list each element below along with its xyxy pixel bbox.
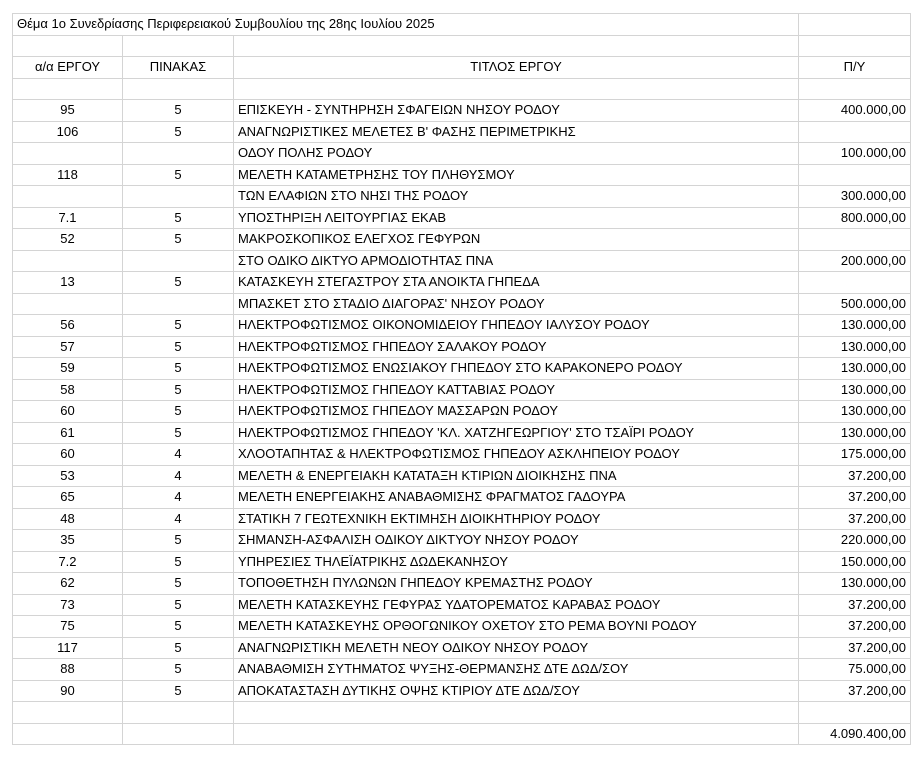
sheet-title-cell[interactable]: Θέμα 1ο Συνεδρίασης Περιφερειακού Συμβουλίου της 28ης Ιουλίου 2025 [13, 14, 799, 36]
table-row [13, 637, 911, 659]
title-row [13, 14, 911, 36]
py-cell[interactable]: 75.000,00 [799, 659, 911, 681]
aa-cell[interactable]: 53 [13, 465, 123, 487]
empty-cell[interactable] [123, 35, 234, 57]
table-row [13, 293, 911, 315]
py-cell[interactable]: 37.200,00 [799, 508, 911, 530]
table-row [13, 164, 911, 186]
table-row [13, 250, 911, 272]
py-cell[interactable]: 800.000,00 [799, 207, 911, 229]
spreadsheet-table [12, 13, 911, 745]
table-row [13, 422, 911, 444]
empty-cell[interactable] [13, 78, 123, 100]
empty-cell[interactable] [234, 723, 799, 745]
titlos-cell[interactable]: ΑΝΑΓΝΩΡΙΣΤΙΚΗ ΜΕΛΕΤΗ ΝΕΟΥ ΟΔΙΚΟΥ ΝΗΣΟΥ ΡΟΔΟΥ [234, 637, 799, 659]
table-row [13, 680, 911, 702]
py-cell[interactable] [799, 121, 911, 143]
table-row [13, 401, 911, 423]
empty-cell[interactable] [234, 35, 799, 57]
titlos-cell[interactable]: ΥΠΟΣΤΗΡΙΞΗ ΛΕΙΤΟΥΡΓΙΑΣ ΕΚΑΒ [234, 207, 799, 229]
empty-cell[interactable] [123, 723, 234, 745]
empty-cell[interactable] [234, 78, 799, 100]
spacer-row [13, 702, 911, 724]
aa-cell[interactable]: 35 [13, 530, 123, 552]
py-cell[interactable] [799, 272, 911, 294]
pinakas-cell[interactable]: 4 [123, 487, 234, 509]
table-row [13, 379, 911, 401]
aa-cell[interactable]: 88 [13, 659, 123, 681]
titlos-cell[interactable]: ΜΕΛΕΤΗ ΕΝΕΡΓΕΙΑΚΗΣ ΑΝΑΒΑΘΜΙΣΗΣ ΦΡΑΓΜΑΤΟΣ ΓΑΔΟΥΡΑ [234, 487, 799, 509]
pinakas-cell[interactable]: 4 [123, 508, 234, 530]
pinakas-cell[interactable]: 4 [123, 465, 234, 487]
aa-cell[interactable]: 62 [13, 573, 123, 595]
table-row [13, 121, 911, 143]
table-row [13, 358, 911, 380]
aa-cell[interactable]: 73 [13, 594, 123, 616]
titlos-cell[interactable]: ΗΛΕΚΤΡΟΦΩΤΙΣΜΟΣ ΓΗΠΕΔΟΥ ΜΑΣΣΑΡΩΝ ΡΟΔΟΥ [234, 401, 799, 423]
py-cell[interactable]: 37.200,00 [799, 616, 911, 638]
aa-cell[interactable] [13, 143, 123, 165]
empty-cell[interactable] [799, 35, 911, 57]
table-row [13, 100, 911, 122]
pinakas-cell[interactable]: 5 [123, 573, 234, 595]
empty-cell[interactable] [799, 78, 911, 100]
py-cell[interactable]: 37.200,00 [799, 680, 911, 702]
table-row [13, 551, 911, 573]
pinakas-cell[interactable] [123, 143, 234, 165]
titlos-cell[interactable]: ΗΛΕΚΤΡΟΦΩΤΙΣΜΟΣ ΓΗΠΕΔΟΥ ΣΑΛΑΚΟΥ ΡΟΔΟΥ [234, 336, 799, 358]
aa-cell[interactable] [13, 186, 123, 208]
pinakas-cell[interactable] [123, 186, 234, 208]
py-cell[interactable]: 400.000,00 [799, 100, 911, 122]
aa-cell[interactable]: 52 [13, 229, 123, 251]
py-cell[interactable]: 130.000,00 [799, 358, 911, 380]
py-cell[interactable] [799, 229, 911, 251]
py-cell[interactable]: 200.000,00 [799, 250, 911, 272]
titlos-cell[interactable]: ΣΤΑΤΙΚΗ 7 ΓΕΩΤΕΧΝΙΚΗ ΕΚΤΙΜΗΣΗ ΔΙΟΙΚΗΤΗΡΙΟΥ ΡΟΔΟΥ [234, 508, 799, 530]
py-cell[interactable]: 130.000,00 [799, 315, 911, 337]
pinakas-cell[interactable]: 4 [123, 444, 234, 466]
pinakas-cell[interactable]: 5 [123, 272, 234, 294]
empty-cell[interactable] [799, 702, 911, 724]
pinakas-cell[interactable]: 5 [123, 358, 234, 380]
titlos-cell[interactable]: ΜΠΑΣΚΕΤ ΣΤΟ ΣΤΑΔΙΟ ΔΙΑΓΟΡΑΣ' ΝΗΣΟΥ ΡΟΔΟΥ [234, 293, 799, 315]
titlos-cell[interactable]: ΤΟΠΟΘΕΤΗΣΗ ΠΥΛΩΝΩΝ ΓΗΠΕΔΟΥ ΚΡΕΜΑΣΤΗΣ ΡΟΔΟΥ [234, 573, 799, 595]
pinakas-cell[interactable]: 5 [123, 530, 234, 552]
titlos-cell[interactable]: ΕΠΙΣΚΕΥΗ - ΣΥΝΤΗΡΗΣΗ ΣΦΑΓΕΙΩΝ ΝΗΣΟΥ ΡΟΔΟΥ [234, 100, 799, 122]
aa-cell[interactable] [13, 293, 123, 315]
pinakas-cell[interactable]: 5 [123, 336, 234, 358]
table-row [13, 594, 911, 616]
pinakas-cell[interactable] [123, 250, 234, 272]
aa-cell[interactable]: 75 [13, 616, 123, 638]
py-cell[interactable]: 130.000,00 [799, 401, 911, 423]
total-value-cell[interactable]: 4.090.400,00 [799, 723, 911, 745]
titlos-cell[interactable]: ΗΛΕΚΤΡΟΦΩΤΙΣΜΟΣ ΕΝΩΣΙΑΚΟΥ ΓΗΠΕΔΟΥ ΣΤΟ ΚΑΡΑΚΟΝΕΡΟ ΡΟΔΟΥ [234, 358, 799, 380]
empty-cell[interactable] [123, 702, 234, 724]
empty-cell[interactable] [13, 723, 123, 745]
empty-cell[interactable] [123, 78, 234, 100]
pinakas-cell[interactable]: 5 [123, 121, 234, 143]
pinakas-cell[interactable]: 5 [123, 315, 234, 337]
aa-cell[interactable]: 7.1 [13, 207, 123, 229]
table-row [13, 336, 911, 358]
py-cell[interactable] [799, 164, 911, 186]
pinakas-cell[interactable]: 5 [123, 229, 234, 251]
pinakas-cell[interactable]: 5 [123, 659, 234, 681]
py-cell[interactable]: 130.000,00 [799, 379, 911, 401]
table-row [13, 659, 911, 681]
total-row [13, 723, 911, 745]
titlos-cell[interactable]: ΜΕΛΕΤΗ ΚΑΤΑΣΚΕΥΗΣ ΟΡΘΟΓΩΝΙΚΟΥ ΟΧΕΤΟΥ ΣΤΟ ΡΕΜΑ ΒΟΥΝΙ ΡΟΔΟΥ [234, 616, 799, 638]
table-row [13, 465, 911, 487]
aa-cell[interactable]: 117 [13, 637, 123, 659]
empty-cell[interactable] [13, 35, 123, 57]
titlos-cell[interactable]: ΜΕΛΕΤΗ & ΕΝΕΡΓΕΙΑΚΗ ΚΑΤΑΤΑΞΗ ΚΤΙΡΙΩΝ ΔΙΟΙΚΗΣΗΣ ΠΝΑ [234, 465, 799, 487]
titlos-cell[interactable]: ΑΝΑΒΑΘΜΙΣΗ ΣΥΤΗΜΑΤΟΣ ΨΥΞΗΣ-ΘΕΡΜΑΝΣΗΣ ΔΤΕ ΔΩΔ/ΣΟΥ [234, 659, 799, 681]
py-cell[interactable]: 37.200,00 [799, 594, 911, 616]
titlos-cell[interactable]: ΤΩΝ ΕΛΑΦΙΩΝ ΣΤΟ ΝΗΣΙ ΤΗΣ ΡΟΔΟΥ [234, 186, 799, 208]
py-cell[interactable]: 130.000,00 [799, 336, 911, 358]
aa-cell[interactable]: 7.2 [13, 551, 123, 573]
titlos-cell[interactable]: ΥΠΗΡΕΣΙΕΣ ΤΗΛΕΪΑΤΡΙΚΗΣ ΔΩΔΕΚΑΝΗΣΟΥ [234, 551, 799, 573]
py-cell[interactable]: 100.000,00 [799, 143, 911, 165]
aa-cell[interactable]: 60 [13, 444, 123, 466]
aa-cell[interactable]: 90 [13, 680, 123, 702]
header-pinakas[interactable]: ΠΙΝΑΚΑΣ [123, 57, 234, 79]
pinakas-cell[interactable]: 5 [123, 379, 234, 401]
pinakas-cell[interactable]: 5 [123, 164, 234, 186]
aa-cell[interactable]: 58 [13, 379, 123, 401]
pinakas-cell[interactable]: 5 [123, 594, 234, 616]
table-row [13, 444, 911, 466]
pinakas-cell[interactable]: 5 [123, 207, 234, 229]
pinakas-cell[interactable] [123, 293, 234, 315]
table-row [13, 186, 911, 208]
py-cell[interactable]: 220.000,00 [799, 530, 911, 552]
py-cell[interactable]: 37.200,00 [799, 487, 911, 509]
titlos-cell[interactable]: ΚΑΤΑΣΚΕΥΗ ΣΤΕΓΑΣΤΡΟΥ ΣΤΑ ΑΝΟΙΚΤΑ ΓΗΠΕΔΑ [234, 272, 799, 294]
pinakas-cell[interactable]: 5 [123, 422, 234, 444]
titlos-cell[interactable]: ΜΑΚΡΟΣΚΟΠΙΚΟΣ ΕΛΕΓΧΟΣ ΓΕΦΥΡΩΝ [234, 229, 799, 251]
table-row [13, 530, 911, 552]
aa-cell[interactable]: 56 [13, 315, 123, 337]
py-cell[interactable]: 37.200,00 [799, 637, 911, 659]
table-row [13, 616, 911, 638]
table-row [13, 508, 911, 530]
aa-cell[interactable]: 65 [13, 487, 123, 509]
table-row [13, 573, 911, 595]
aa-cell[interactable]: 106 [13, 121, 123, 143]
titlos-cell[interactable]: ΜΕΛΕΤΗ ΚΑΤΑΣΚΕΥΗΣ ΓΕΦΥΡΑΣ ΥΔΑΤΟΡΕΜΑΤΟΣ ΚΑΡΑΒΑΣ ΡΟΔΟΥ [234, 594, 799, 616]
header-py[interactable]: Π/Υ [799, 57, 911, 79]
pinakas-cell[interactable]: 5 [123, 616, 234, 638]
header-aa-ergou[interactable]: α/α ΕΡΓΟΥ [13, 57, 123, 79]
titlos-cell[interactable]: ΑΝΑΓΝΩΡΙΣΤΙΚΕΣ ΜΕΛΕΤΕΣ Β' ΦΑΣΗΣ ΠΕΡΙΜΕΤΡΙΚΗΣ [234, 121, 799, 143]
titlos-cell[interactable]: ΣΤΟ ΟΔΙΚΟ ΔΙΚΤΥΟ ΑΡΜΟΔΙΟΤΗΤΑΣ ΠΝΑ [234, 250, 799, 272]
aa-cell[interactable]: 59 [13, 358, 123, 380]
titlos-cell[interactable]: ΗΛΕΚΤΡΟΦΩΤΙΣΜΟΣ ΟΙΚΟΝΟΜΙΔΕΙΟΥ ΓΗΠΕΔΟΥ ΙΑΛΥΣΟΥ ΡΟΔΟΥ [234, 315, 799, 337]
aa-cell[interactable] [13, 250, 123, 272]
table-row [13, 229, 911, 251]
pinakas-cell[interactable]: 5 [123, 401, 234, 423]
aa-cell[interactable]: 118 [13, 164, 123, 186]
titlos-cell[interactable]: ΧΛΟΟΤΑΠΗΤΑΣ & ΗΛΕΚΤΡΟΦΩΤΙΣΜΟΣ ΓΗΠΕΔΟΥ ΑΣΚΛΗΠΕΙΟΥ ΡΟΔΟΥ [234, 444, 799, 466]
table-row [13, 487, 911, 509]
titlos-cell[interactable]: ΟΔΟΥ ΠΟΛΗΣ ΡΟΔΟΥ [234, 143, 799, 165]
aa-cell[interactable]: 60 [13, 401, 123, 423]
py-cell[interactable]: 130.000,00 [799, 573, 911, 595]
table-row [13, 272, 911, 294]
py-cell[interactable]: 130.000,00 [799, 422, 911, 444]
titlos-cell[interactable]: ΜΕΛΕΤΗ ΚΑΤΑΜΕΤΡΗΣΗΣ ΤΟΥ ΠΛΗΘΥΣΜΟΥ [234, 164, 799, 186]
aa-cell[interactable]: 95 [13, 100, 123, 122]
py-cell[interactable]: 150.000,00 [799, 551, 911, 573]
header-row [13, 57, 911, 79]
empty-cell[interactable] [799, 14, 911, 36]
py-cell[interactable]: 37.200,00 [799, 465, 911, 487]
pinakas-cell[interactable]: 5 [123, 100, 234, 122]
py-cell[interactable]: 300.000,00 [799, 186, 911, 208]
titlos-cell[interactable]: ΗΛΕΚΤΡΟΦΩΤΙΣΜΟΣ ΓΗΠΕΔΟΥ 'ΚΛ. ΧΑΤΖΗΓΕΩΡΓΙΟΥ' ΣΤΟ ΤΣΑΪΡΙ ΡΟΔΟΥ [234, 422, 799, 444]
py-cell[interactable]: 500.000,00 [799, 293, 911, 315]
table-row [13, 315, 911, 337]
table-row [13, 207, 911, 229]
titlos-cell[interactable]: ΑΠΟΚΑΤΑΣΤΑΣΗ ΔΥΤΙΚΗΣ ΟΨΗΣ ΚΤΙΡΙΟΥ ΔΤΕ ΔΩΔ/ΣΟΥ [234, 680, 799, 702]
empty-cell[interactable] [234, 702, 799, 724]
table-row [13, 143, 911, 165]
titlos-cell[interactable]: ΣΗΜΑΝΣΗ-ΑΣΦΑΛΙΣΗ ΟΔΙΚΟΥ ΔΙΚΤΥΟΥ ΝΗΣΟΥ ΡΟΔΟΥ [234, 530, 799, 552]
pinakas-cell[interactable]: 5 [123, 551, 234, 573]
spacer-row [13, 35, 911, 57]
spacer-row [13, 78, 911, 100]
pinakas-cell[interactable]: 5 [123, 680, 234, 702]
header-titlos-ergou[interactable]: ΤΙΤΛΟΣ ΕΡΓΟΥ [234, 57, 799, 79]
empty-cell[interactable] [13, 702, 123, 724]
aa-cell[interactable]: 48 [13, 508, 123, 530]
aa-cell[interactable]: 57 [13, 336, 123, 358]
aa-cell[interactable]: 61 [13, 422, 123, 444]
aa-cell[interactable]: 13 [13, 272, 123, 294]
pinakas-cell[interactable]: 5 [123, 637, 234, 659]
py-cell[interactable]: 175.000,00 [799, 444, 911, 466]
titlos-cell[interactable]: ΗΛΕΚΤΡΟΦΩΤΙΣΜΟΣ ΓΗΠΕΔΟΥ ΚΑΤΤΑΒΙΑΣ ΡΟΔΟΥ [234, 379, 799, 401]
